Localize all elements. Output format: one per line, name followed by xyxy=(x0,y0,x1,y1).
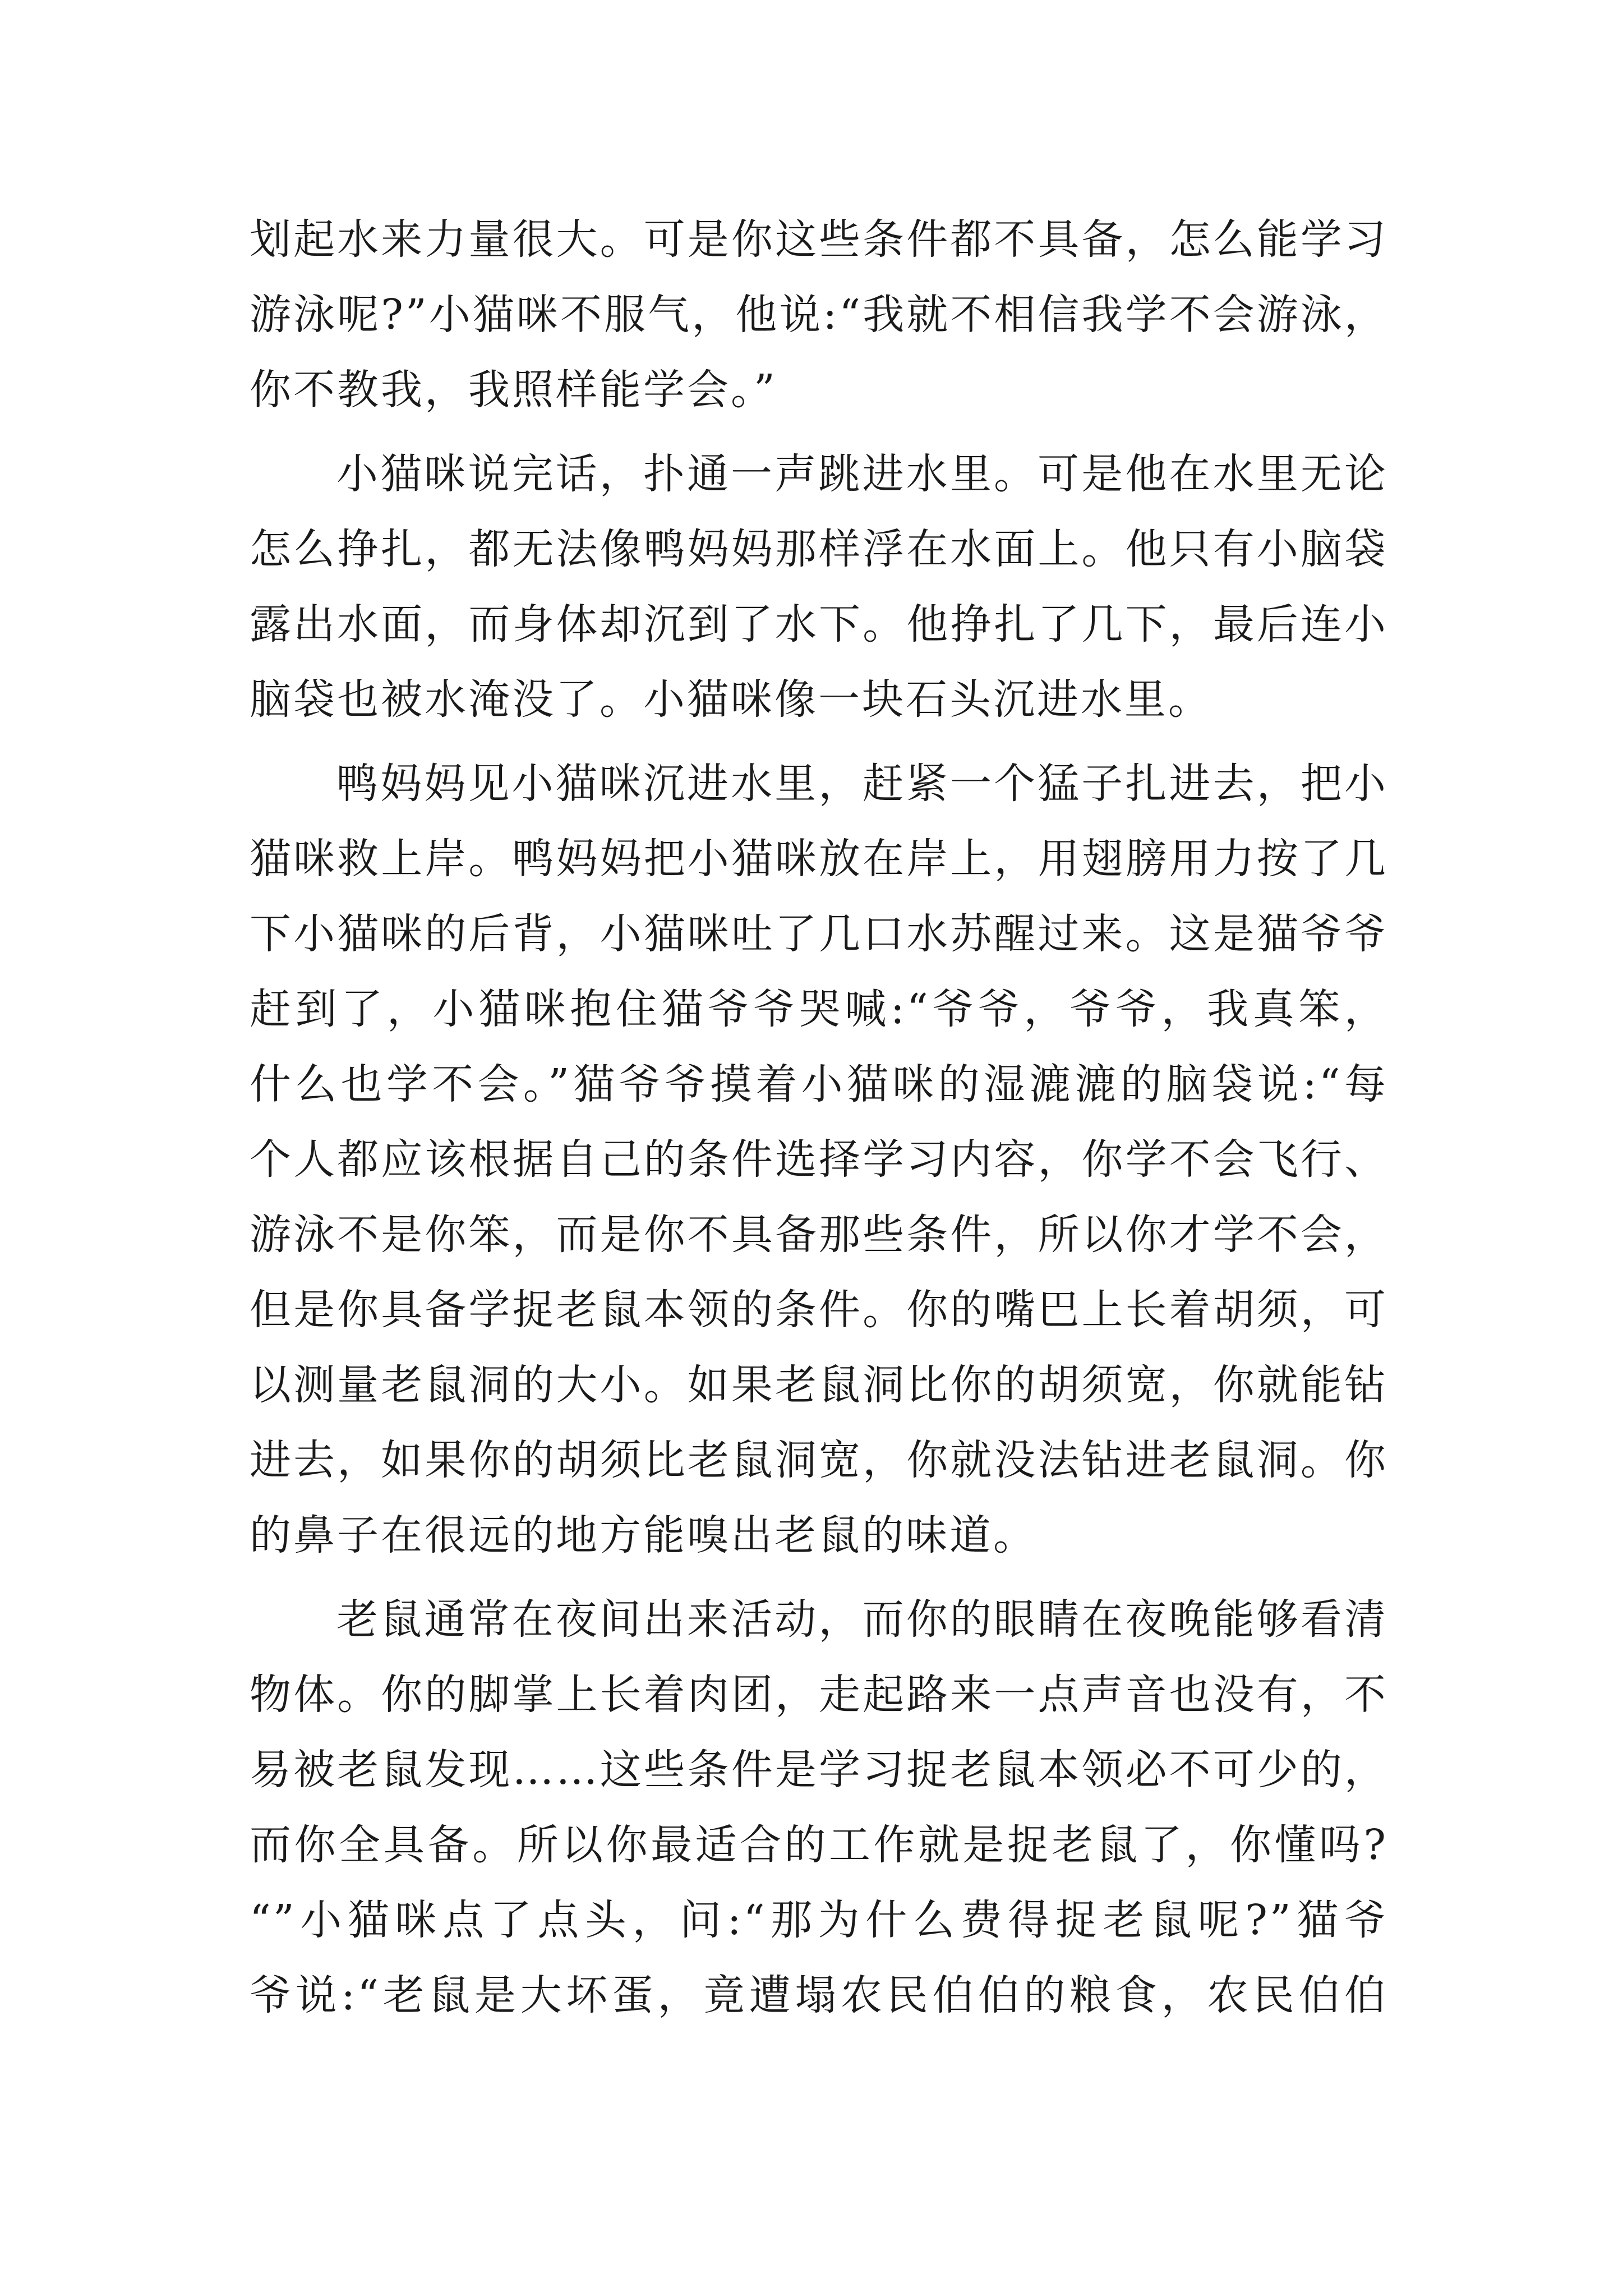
text-line: 个人都应该根据自己的条件选择学习内容，你学不会飞行、 xyxy=(250,1135,1388,1184)
text-line: 赶到了，小猫咪抱住猫爷爷哭喊:“爷爷，爷爷，我真笨， xyxy=(250,985,1388,1033)
paragraph-first-line: 鸭妈妈见小猫咪沉进水里，赶紧一个猛子扎进去，把小 xyxy=(336,760,1388,808)
text-line: 进去，如果你的胡须比老鼠洞宽，你就没法钻进老鼠洞。你 xyxy=(250,1436,1388,1484)
text-line: “”小猫咪点了点头，问:“那为什么费得捉老鼠呢?”猫爷 xyxy=(250,1896,1388,1944)
text-line: 划起水来力量很大。可是你这些条件都不具备，怎么能学习 xyxy=(250,215,1388,264)
text-line: 而你全具备。所以你最适合的工作就是捉老鼠了，你懂吗? xyxy=(250,1821,1388,1869)
text-line: 露出水面，而身体却沉到了水下。他挣扎了几下，最后连小 xyxy=(250,600,1388,648)
text-line: 的鼻子在很远的地方能嗅出老鼠的味道。 xyxy=(250,1511,1037,1559)
text-line: 下小猫咪的后背，小猫咪吐了几口水苏醒过来。这是猫爷爷 xyxy=(250,910,1388,958)
text-line: 游泳呢?”小猫咪不服气，他说:“我就不相信我学不会游泳， xyxy=(250,291,1388,339)
text-line: 易被老鼠发现……这些条件是学习捉老鼠本领必不可少的， xyxy=(250,1746,1388,1794)
paragraph-first-line: 老鼠通常在夜间出来活动，而你的眼睛在夜晚能够看清 xyxy=(336,1595,1388,1644)
text-line: 什么也学不会。”猫爷爷摸着小猫咪的湿漉漉的脑袋说:“每 xyxy=(250,1060,1388,1108)
text-line: 物体。你的脚掌上长着肉团，走起路来一点声音也没有，不 xyxy=(250,1671,1388,1719)
text-line: 游泳不是你笨，而是你不具备那些条件，所以你才学不会， xyxy=(250,1211,1388,1259)
paragraph-first-line: 小猫咪说完话，扑通一声跳进水里。可是他在水里无论 xyxy=(336,450,1388,498)
text-line: 以测量老鼠洞的大小。如果老鼠洞比你的胡须宽，你就能钻 xyxy=(250,1361,1388,1409)
text-line: 猫咪救上岸。鸭妈妈把小猫咪放在岸上，用翅膀用力按了几 xyxy=(250,835,1388,883)
text-line: 脑袋也被水淹没了。小猫咪像一块石头沉进水里。 xyxy=(250,675,1212,724)
text-line: 你不教我，我照样能学会。” xyxy=(250,366,777,414)
text-line: 爷说:“老鼠是大坏蛋，竟遭塌农民伯伯的粮食，农民伯伯 xyxy=(250,1971,1388,2019)
text-line: 但是你具备学捉老鼠本领的条件。你的嘴巴上长着胡须，可 xyxy=(250,1286,1388,1334)
text-line: 怎么挣扎，都无法像鸭妈妈那样浮在水面上。他只有小脑袋 xyxy=(250,525,1388,573)
